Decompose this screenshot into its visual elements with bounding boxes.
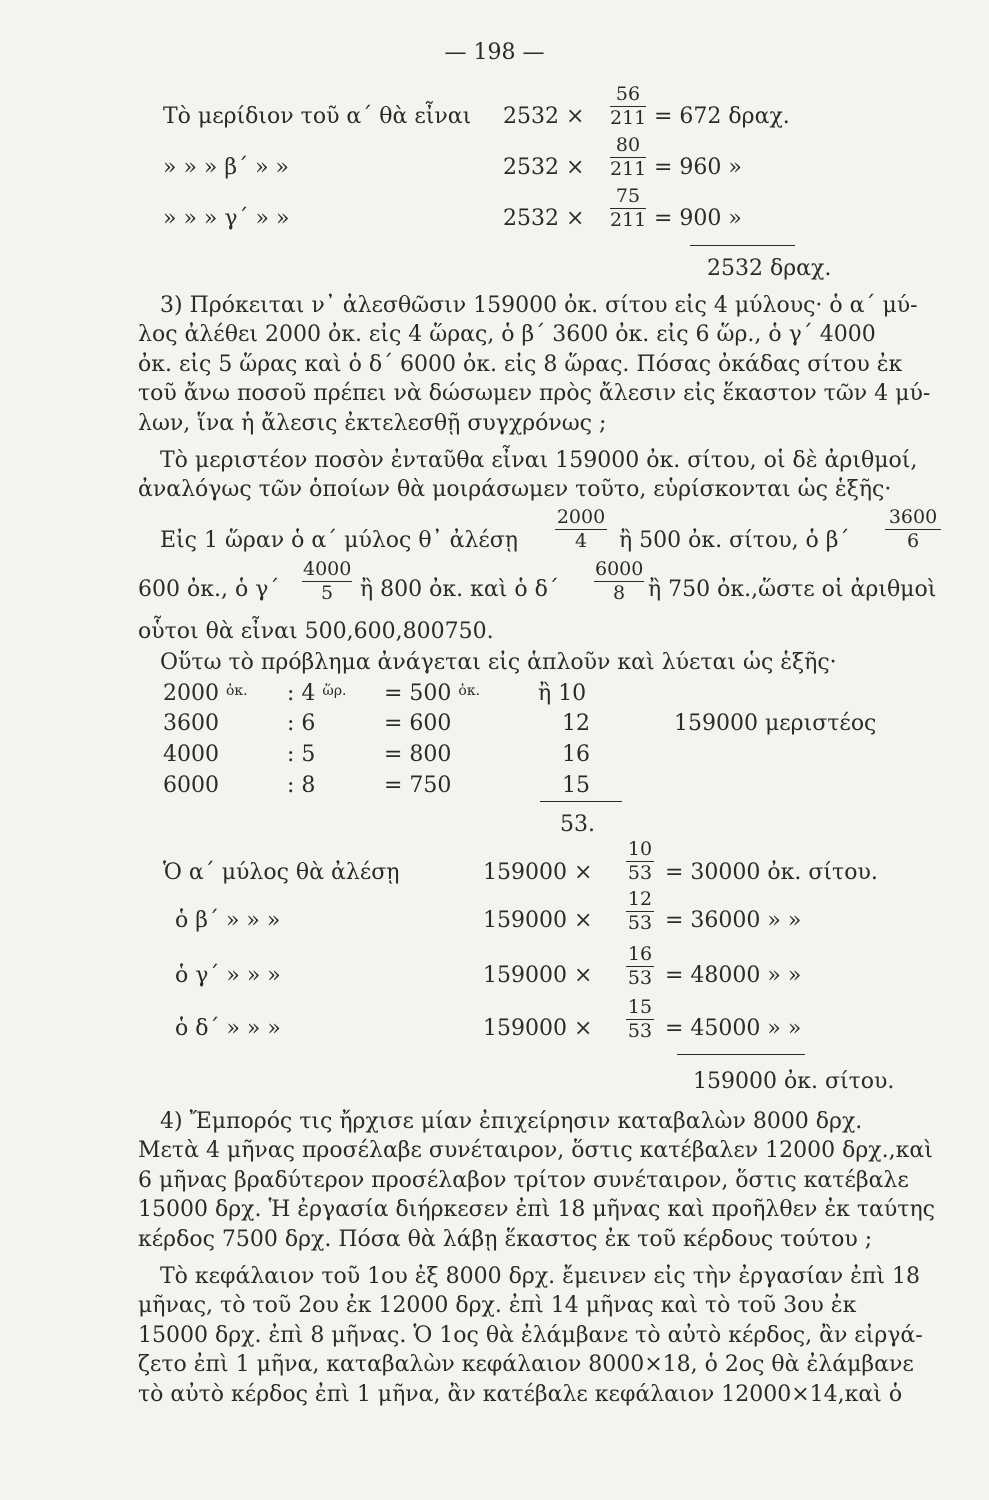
table-cell-value: 10 [558,681,587,706]
table-cell: = 600 [384,711,452,736]
text-line: ζετο ἐπὶ 1 μῆνα, καταβαλὼν κεφάλαιον 8000×18, ὁ 2ος θὰ ἐλάμβανε [138,1352,914,1378]
table-cell-value: 2000 [163,681,219,706]
share-fraction [610,187,646,230]
table-cell [287,683,347,705]
table-cell: : 5 [287,742,316,767]
mill-label: ὁ γ΄ » » » [175,963,281,988]
mill-label: ὁ δ΄ » » » [175,1016,281,1041]
fraction-numerator: 15 [627,996,653,1018]
sum-rule [677,1054,805,1055]
mill-expr: 159000 × [483,963,593,988]
table-sum: 53. [560,812,595,837]
hour-line-text: ἢ 500 ὀκ. σίτου, ὁ β΄ [619,528,850,553]
text-line: 6 μῆνας βραδύτερον προσέλαβον τρίτον συνέταιρον, ὅστις κατέβαλε [138,1167,909,1193]
unit-label: ὥρ. [322,683,347,699]
fraction-denominator: 53 [627,862,653,884]
fraction-denominator: 53 [627,912,653,934]
text-line: τὸ αὐτὸ κέρδος ἐπὶ 1 μῆνα, ἂν κατέβαλε κεφάλαιον 12000×14,καὶ ὁ [138,1381,903,1407]
sum-rule [540,801,622,802]
fraction-denominator: 6 [906,530,920,552]
fraction-numerator: 16 [627,943,653,965]
table-cell-value: : 4 [287,681,316,706]
text-line: ἀναλόγως τῶν ὁποίων θὰ μοιράσωμεν τοῦτο, εὑρίσκονται ὡς ἑξῆς· [138,477,892,503]
text-line: 15000 δρχ. Ἡ ἐργασία διήρκεσεν ἐπὶ 18 μῆνας καὶ προῆλθεν ἐκ ταύτης [138,1197,935,1223]
fraction-denominator: 53 [627,1020,653,1042]
problem-4-text [138,1107,956,1254]
share-label: » » » β΄ » » [163,155,289,180]
table-cell: = 750 [384,773,452,798]
share-label: Τὸ μερίδιον τοῦ α΄ θὰ εἶναι [163,104,472,129]
text-line: λος ἀλέθει 2000 ὀκ. εἰς 4 ὥρας, ὁ β΄ 3600 ὀκ. εἰς 6 ὥρ., ὁ γ΄ 4000 [138,322,876,348]
sum-rule [690,245,795,246]
table-cell-value: = 500 [384,681,452,706]
mill-expr: 159000 × [483,860,593,885]
text-line: τοῦ ἄνω ποσοῦ πρέπει νὰ δώσωμεν πρὸς ἄλεσιν εἰς ἕκαστον τῶν 4 μύ- [138,381,931,407]
fraction-denominator: 211 [610,209,647,231]
mill-result: = 36000 » » [665,908,802,933]
mill-result: = 30000 ὀκ. σίτου. [665,860,878,885]
fraction-denominator: 211 [610,158,647,180]
share-result: = 672 δραχ. [654,104,790,129]
text-line: 4) Ἔμπορός τις ἤρχισε μίαν ἐπιχείρησιν καταβαλὼν 8000 δρχ. [160,1109,863,1134]
fraction-numerator: 12 [627,888,653,910]
line600-fraction [302,560,352,603]
share-fraction [610,136,646,179]
fraction-numerator: 6000 [595,558,644,580]
table-cell: : 8 [287,773,316,798]
table-cell: 3600 [163,711,219,736]
text-line: Τὸ μεριστέον ποσὸν ἐνταῦθα εἶναι 159000 ὀκ. σίτου, οἱ δὲ ἀριθμοί, [160,448,918,473]
fraction-denominator: 53 [627,967,653,989]
share-expr: 2532 × [503,206,585,231]
meristeon-paragraph [138,446,956,505]
text-line: ὀκ. εἰς 5 ὥρας καὶ ὁ δ΄ 6000 ὀκ. εἰς 8 ὥρας. Πόσας ὀκάδας σίτου ἐκ [138,351,903,377]
fraction-denominator: 4 [574,530,588,552]
text-line: Μετὰ 4 μῆνας προσέλαβε συνέταιρον, ὅστις κατέβαλεν 12000 δρχ.,καὶ [138,1138,933,1164]
line600-text: ἢ 750 ὀκ.,ὥστε οἱ ἀριθμοὶ [648,577,937,602]
hour-line-text: Εἰς 1 ὥραν ὁ α΄ μύλος θ᾽ ἀλέσῃ [160,528,518,553]
fraction-numerator: 80 [610,136,646,158]
unit-label: ὀκ. [458,683,481,699]
line600-text: 600 ὀκ., ὁ γ΄ [138,577,280,602]
share-result: = 960 » [654,155,742,180]
fraction-numerator: 2000 [556,506,606,528]
text-line: 15000 δρχ. ἐπὶ 8 μῆνας. Ὁ 1ος θὰ ἐλάμβανε τὸ αὐτὸ κέρδος, ἂν εἰργά- [138,1322,923,1348]
share-expr: 2532 × [503,104,585,129]
text-line: μῆνας, τὸ τοῦ 2ου ἐκ 12000 δρχ. ἐπὶ 14 μῆνας καὶ τὸ τοῦ 3ου ἐκ [138,1293,857,1319]
hour-fraction [555,508,607,551]
eta-label: ἢ [538,681,552,706]
share-label: » » » γ΄ » » [163,206,290,231]
mill-fraction [626,945,654,988]
table-cell: = 800 [384,742,452,767]
table-cell [384,683,480,705]
reduced-line: Οὕτω τὸ πρόβλημα ἀνάγεται εἰς ἁπλοῦν καὶ λύεται ὡς ἑξῆς· [160,650,837,675]
mill-expr: 159000 × [483,908,593,933]
table-cell: 6000 [163,773,219,798]
problem-3-text [138,291,956,438]
capital-paragraph [138,1262,956,1409]
side-note: 159000 μεριστέος [674,711,877,736]
text-line: κέρδος 7500 δρχ. Πόσα θὰ λάβῃ ἕκαστος ἐκ τοῦ κέρδους τούτου ; [138,1226,873,1252]
table-cell: 12 [562,711,590,736]
table-cell [163,683,248,705]
mill-result: = 45000 » » [665,1016,802,1041]
mill-fraction [626,840,654,883]
mill-label: ὁ β΄ » » » [175,908,281,933]
table-cell [538,683,586,705]
mill-expr: 159000 × [483,1016,593,1041]
fraction-numerator: 56 [610,85,646,107]
fraction-numerator: 10 [627,838,653,860]
table-cell: 16 [562,742,590,767]
text-line: Τὸ κεφάλαιον τοῦ 1ου ἐξ 8000 δρχ. ἔμεινεν εἰς τὴν ἐργασίαν ἐπὶ 18 [160,1264,920,1289]
mill-label: Ὁ α΄ μύλος θὰ ἀλέσῃ [163,860,400,885]
table-cell: 4000 [163,742,219,767]
fraction-numerator: 4000 [303,558,352,580]
text-line: λων, ἵνα ἡ ἄλεσις ἐκτελεσθῇ συγχρόνως ; [138,410,607,436]
mill-fraction [626,890,654,933]
numbers-line: οὗτοι θὰ εἶναι 500,600,800750. [138,619,494,644]
line600-fraction [594,560,644,603]
fraction-numerator: 75 [610,187,646,209]
fraction-denominator: 8 [612,582,626,604]
mill-total: 159000 ὀκ. σίτου. [693,1069,895,1094]
fraction-denominator: 211 [610,107,647,129]
fraction-numerator: 3600 [885,508,941,530]
hour-fraction [885,508,941,551]
share-fraction [610,85,646,128]
fraction-denominator: 5 [320,582,334,604]
unit-label: ὀκ. [226,683,248,699]
share-total: 2532 δραχ. [707,256,832,281]
page-number: — 198 — [444,40,545,65]
table-cell: 15 [562,773,590,798]
table-cell: : 6 [287,711,316,736]
mill-fraction [626,998,654,1041]
line600-text: ἢ 800 ὀκ. καὶ ὁ δ΄ [360,577,559,602]
share-result: = 900 » [654,206,742,231]
mill-result: = 48000 » » [665,963,802,988]
share-expr: 2532 × [503,155,585,180]
text-line: 3) Πρόκειται ν᾽ ἀλεσθῶσιν 159000 ὀκ. σίτου εἰς 4 μύλους· ὁ α΄ μύ- [160,293,918,318]
